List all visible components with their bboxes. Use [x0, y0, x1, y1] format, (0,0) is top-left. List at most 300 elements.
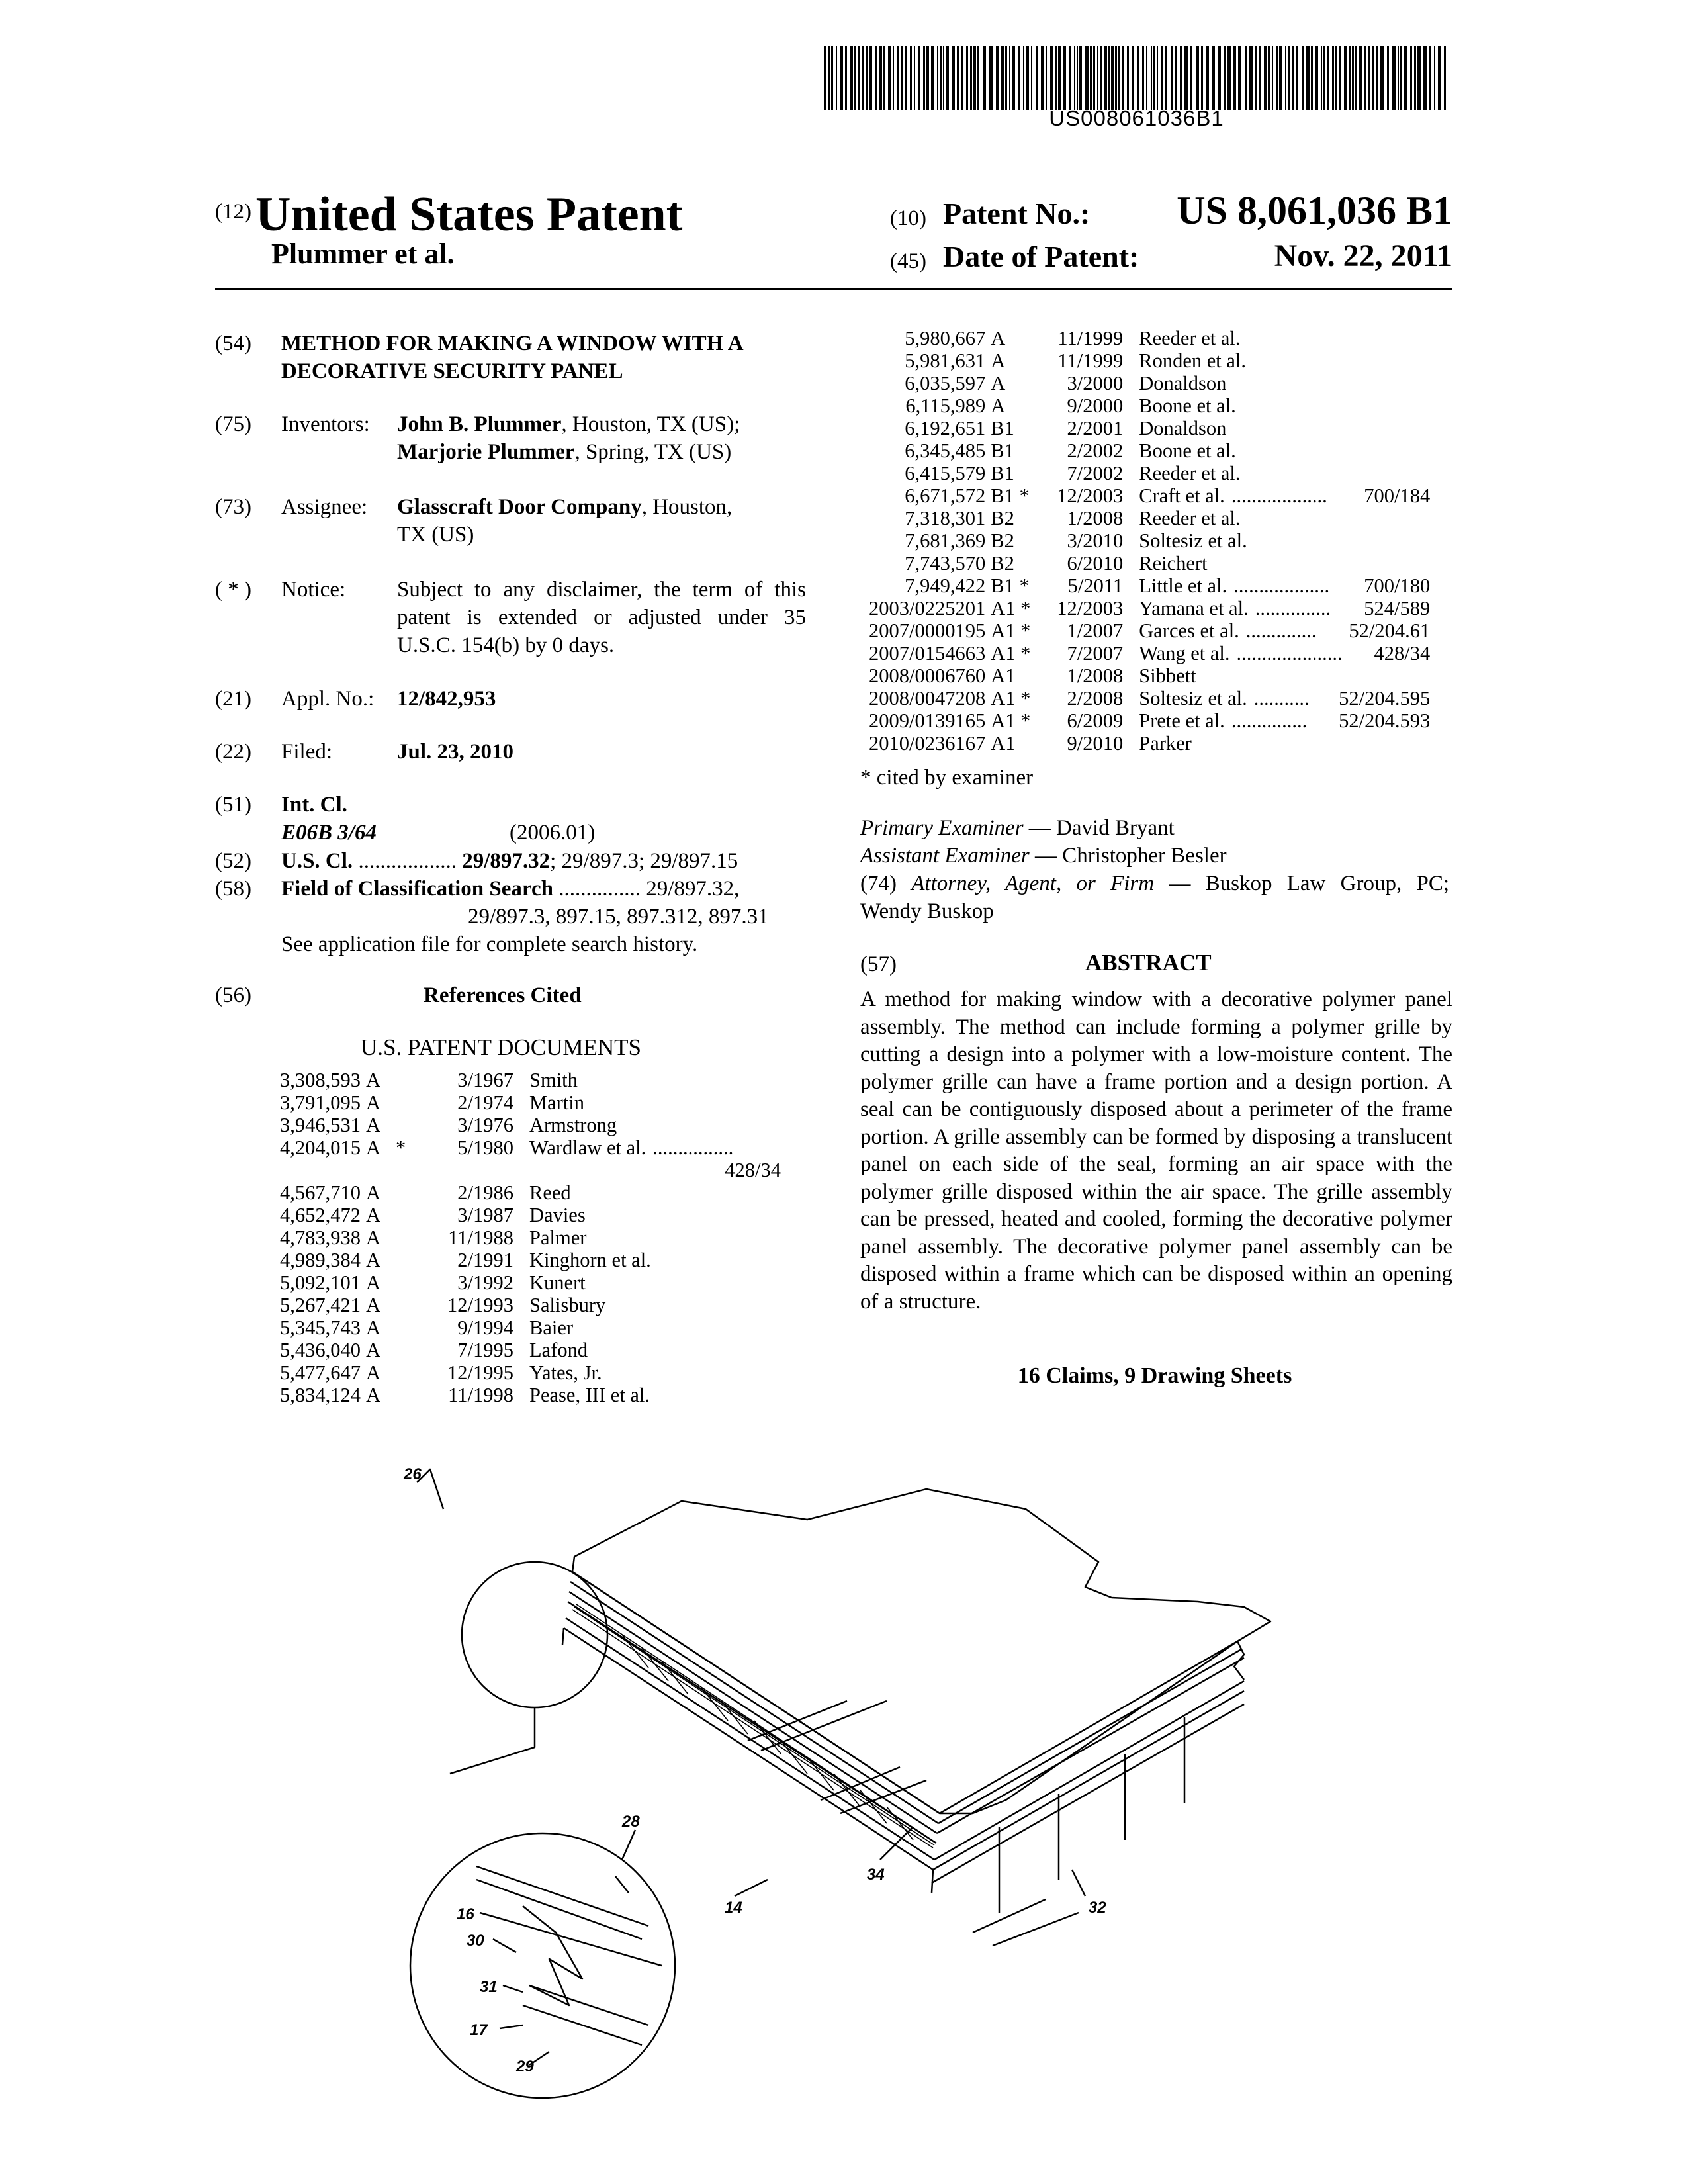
reference-inventor: Parker	[1139, 732, 1192, 754]
edge-layer	[572, 1572, 940, 1813]
reference-name	[1139, 574, 1430, 597]
barcode-bar	[1058, 46, 1061, 110]
reference-inventor: Boone et al.	[1139, 439, 1236, 462]
reference-kind: A1 *	[991, 619, 1031, 642]
us-cl-main: 29/897.32	[462, 849, 551, 873]
abstract-code: (57)	[860, 952, 897, 976]
barcode-bar	[1171, 46, 1173, 110]
inventor-location: , Spring, TX (US)	[574, 440, 732, 464]
barcode-bar	[1368, 46, 1370, 110]
reference-kind: A	[366, 1181, 381, 1204]
label-28: 28	[622, 1813, 640, 1831]
edge-layer	[568, 1602, 936, 1843]
reference-row	[869, 529, 1430, 552]
reference-inventor: Donaldson	[1139, 372, 1227, 394]
reference-row	[869, 327, 1430, 349]
reference-kind: A1 *	[991, 642, 1031, 664]
reference-inventor: Little et al.	[1139, 574, 1227, 597]
reference-inventor: Davies	[529, 1204, 586, 1226]
barcode-number: US008061036B1	[1049, 106, 1224, 130]
field-code: (54)	[215, 332, 251, 355]
barcode-bar	[977, 46, 979, 110]
reference-row	[267, 1114, 781, 1136]
barcode-bar	[1127, 46, 1129, 110]
reference-date: 12/1995	[447, 1361, 513, 1384]
assignee-name: Glasscraft Door Company	[397, 495, 642, 519]
barcode-bar	[888, 46, 891, 110]
barcode-bar	[845, 46, 847, 110]
reference-kind: A1 *	[991, 687, 1031, 709]
header-title-block	[215, 187, 877, 243]
reference-name	[1139, 732, 1430, 754]
reference-name	[529, 1204, 781, 1226]
barcode-bar	[1100, 46, 1102, 110]
reference-name	[529, 1294, 781, 1316]
reference-number: 5,981,631	[905, 349, 986, 372]
barcode-bar	[1093, 46, 1095, 110]
reference-date: 5/1980	[457, 1136, 513, 1159]
barcode-bar	[1233, 46, 1236, 110]
reference-inventor: Kinghorn et al.	[529, 1249, 651, 1271]
barcode-bar	[893, 46, 894, 110]
barcode-bar	[1268, 46, 1270, 110]
reference-number: 5,834,124	[280, 1384, 361, 1406]
reference-number: 5,092,101	[280, 1271, 361, 1294]
reference-name	[1139, 687, 1430, 709]
reference-date: 12/1993	[447, 1294, 513, 1316]
barcode-bar	[1146, 46, 1147, 110]
barcode-bar	[1031, 46, 1032, 110]
barcode-bar	[824, 46, 826, 110]
dot-leader: .....................	[1236, 642, 1343, 664]
country-code: (12)	[215, 200, 251, 224]
barcode-bar	[1352, 46, 1354, 110]
barcode-bar	[1085, 46, 1089, 110]
reference-row	[869, 552, 1430, 574]
reference-date: 1/2008	[1067, 664, 1124, 687]
reference-inventor: Kunert	[529, 1271, 586, 1294]
barcode-bar	[1423, 46, 1427, 110]
reference-star	[396, 1069, 409, 1091]
edge-layer	[933, 1691, 1244, 1870]
barcode-bar	[1079, 46, 1082, 110]
barcode-bar	[840, 46, 843, 110]
reference-row	[267, 1069, 781, 1091]
patent-drawing	[404, 1456, 1469, 2118]
barcode-bar	[1264, 46, 1267, 110]
reference-number: 5,267,421	[280, 1294, 361, 1316]
reference-inventor: Boone et al.	[1139, 394, 1236, 417]
barcode-bar	[1359, 46, 1362, 110]
doc-title: United States Patent	[255, 187, 683, 242]
barcode-bar	[1306, 46, 1310, 110]
reference-name	[529, 1316, 781, 1339]
barcode-bar	[1026, 46, 1029, 110]
barcode-bar	[1063, 46, 1066, 110]
reference-name	[1139, 619, 1430, 642]
reference-kind: B1 *	[991, 484, 1030, 507]
barcode-bar	[1292, 46, 1294, 110]
label-31: 31	[480, 1978, 498, 1996]
cited-note: * cited by examiner	[860, 766, 1034, 790]
barcode-bar	[926, 46, 929, 110]
field-code: (56)	[215, 983, 251, 1007]
reference-kind: A1 *	[991, 597, 1031, 619]
reference-kind: A	[366, 1204, 381, 1226]
reference-date: 6/2010	[1067, 552, 1124, 574]
reference-row	[869, 394, 1430, 417]
reference-date: 12/2003	[1057, 597, 1124, 619]
reference-kind: A	[366, 1114, 381, 1136]
barcode-bar	[1227, 46, 1231, 110]
barcode-bar	[1055, 46, 1057, 110]
right-edge	[1234, 1641, 1244, 1680]
barcode-bar	[1074, 46, 1075, 110]
field-code: (22)	[215, 740, 251, 764]
attorney-code: (74)	[860, 872, 912, 895]
reference-kind: A	[366, 1294, 381, 1316]
barcode-bar	[1104, 46, 1107, 110]
field-code: (75)	[215, 412, 251, 436]
int-cl-block	[281, 791, 811, 846]
edge-layer	[566, 1618, 934, 1860]
barcode-bar	[1157, 46, 1158, 110]
fcs-class-2: 29/897.3, 897.15, 897.312, 897.31	[468, 905, 769, 929]
reference-number: 4,989,384	[280, 1249, 361, 1271]
reference-name	[529, 1136, 781, 1181]
barcode-bar	[923, 46, 925, 110]
assignee-location: , Houston,	[641, 495, 733, 519]
reference-kind: B2	[991, 507, 1014, 529]
reference-row	[267, 1181, 781, 1204]
barcode-bar	[952, 46, 955, 110]
examiners-block	[860, 814, 1449, 925]
field-label: Filed:	[281, 740, 333, 764]
glare-line	[973, 1899, 1046, 1933]
reference-kind: A	[366, 1226, 381, 1249]
barcode-bar	[1175, 46, 1177, 110]
barcode-bar	[1279, 46, 1282, 110]
reference-star	[396, 1384, 409, 1406]
patent-date-row	[890, 235, 1452, 275]
barcode-bar	[905, 46, 907, 110]
patent-number: US 8,061,036 B1	[1177, 189, 1452, 232]
barcode-bar	[1335, 46, 1337, 110]
reference-kind: A1 *	[991, 709, 1031, 732]
barcode-bar	[897, 46, 899, 110]
barcode-bar	[1018, 46, 1020, 110]
field-label: Int. Cl.	[281, 793, 347, 817]
barcode-bar	[1046, 46, 1047, 110]
barcode-bar	[1069, 46, 1071, 110]
reference-row	[267, 1271, 781, 1294]
barcode-bar	[1444, 46, 1446, 110]
reference-class: 52/204.595	[1339, 687, 1431, 709]
title-line-1: METHOD FOR MAKING A WINDOW WITH A	[281, 332, 744, 355]
reference-date: 2/1986	[457, 1181, 513, 1204]
reference-kind: B2	[991, 529, 1014, 552]
us-docs-title: U.S. PATENT DOCUMENTS	[361, 1034, 641, 1060]
barcode-bar	[946, 46, 949, 110]
reference-inventor: Wang et al.	[1139, 642, 1230, 664]
notice-line: patent is extended or adjusted under 35	[397, 606, 806, 629]
reference-row	[869, 732, 1430, 754]
reference-name	[1139, 327, 1430, 349]
reference-number: 7,318,301	[905, 507, 986, 529]
field-label: Assignee:	[281, 495, 368, 519]
reference-name	[529, 1091, 781, 1114]
reference-name	[529, 1181, 781, 1204]
barcode-bar	[866, 46, 868, 110]
reference-row	[869, 507, 1430, 529]
barcode-bar	[961, 46, 963, 110]
dot-leader: ...............	[1231, 709, 1308, 732]
label-16: 16	[457, 1905, 474, 1923]
dot-leader: ................	[652, 1136, 734, 1159]
reference-row	[869, 642, 1430, 664]
barcode-bar	[1132, 46, 1134, 110]
barcode-bar	[1190, 46, 1192, 110]
right-edge	[932, 1870, 933, 1893]
barcode-bar	[1077, 46, 1078, 110]
reference-row	[267, 1316, 781, 1339]
barcode-bar	[1414, 46, 1416, 110]
dot-leader: ...............	[1255, 597, 1331, 619]
reference-star	[396, 1204, 409, 1226]
dot-leader: ..................	[358, 849, 457, 873]
reference-class: 52/204.61	[1349, 619, 1431, 642]
reference-number: 4,567,710	[280, 1181, 361, 1204]
date-label: Date of Patent:	[943, 240, 1139, 273]
barcode-bar	[1009, 46, 1010, 110]
barcode-bar	[1410, 46, 1412, 110]
date-code: (45)	[890, 250, 926, 273]
barcode-bar	[869, 46, 872, 110]
label-29: 29	[516, 2058, 534, 2075]
barcode-bar	[1259, 46, 1261, 110]
dot-leader: ...........	[1253, 687, 1310, 709]
barcode-bar	[1429, 46, 1431, 110]
reference-number: 2007/0000195	[869, 619, 986, 642]
barcode-bar	[1332, 46, 1334, 110]
reference-number: 7,949,422	[905, 574, 986, 597]
reference-name	[529, 1361, 781, 1384]
reference-date: 12/2003	[1057, 484, 1124, 507]
barcode-bar	[1364, 46, 1366, 110]
reference-number: 5,436,040	[280, 1339, 361, 1361]
reference-kind: A1	[991, 664, 1016, 687]
barcode-bar	[1137, 46, 1139, 110]
reference-inventor: Reeder et al.	[1139, 327, 1241, 349]
reference-kind: A	[366, 1136, 381, 1159]
barcode-bar	[1380, 46, 1384, 110]
barcode-bar	[1245, 46, 1247, 110]
reference-date: 2/1974	[457, 1091, 513, 1114]
reference-inventor: Pease, III et al.	[529, 1384, 650, 1406]
reference-date: 2/2001	[1067, 417, 1124, 439]
reference-name	[529, 1069, 781, 1091]
reference-name	[529, 1384, 781, 1406]
references-title: References Cited	[424, 983, 582, 1007]
inventor-name: Marjorie Plummer	[397, 440, 575, 464]
reference-kind: A	[366, 1339, 381, 1361]
barcode-bar	[1434, 46, 1435, 110]
barcode-bar	[1311, 46, 1313, 110]
barcode-bar	[1142, 46, 1144, 110]
reference-inventor: Palmer	[529, 1226, 587, 1249]
claims-summary: 16 Claims, 9 Drawing Sheets	[1017, 1363, 1292, 1388]
appl-number: 12/842,953	[397, 687, 496, 711]
reference-inventor: Reeder et al.	[1139, 507, 1241, 529]
reference-star	[396, 1181, 409, 1204]
barcode-bar	[862, 46, 864, 110]
barcode-bar	[1224, 46, 1226, 110]
edge-layer	[564, 1628, 933, 1870]
reference-number: 6,345,485	[905, 439, 986, 462]
barcode-bar	[1041, 46, 1044, 110]
reference-kind: A	[366, 1316, 381, 1339]
barcode-bar	[973, 46, 976, 110]
reference-inventor: Craft et al.	[1139, 484, 1225, 507]
barcode-bar	[1323, 46, 1325, 110]
reference-row	[869, 574, 1430, 597]
right-references-table	[869, 327, 1430, 754]
reference-row	[869, 619, 1430, 642]
reference-row	[267, 1361, 781, 1384]
reference-name	[529, 1226, 781, 1249]
reference-name	[1139, 709, 1430, 732]
reference-inventor: Soltesiz et al.	[1139, 687, 1247, 709]
label-14: 14	[725, 1899, 742, 1917]
barcode-bar	[1115, 46, 1117, 110]
reference-kind: A	[991, 394, 1006, 417]
barcode-bar	[1327, 46, 1329, 110]
reference-date: 1/2007	[1067, 619, 1124, 642]
barcode-bar	[1315, 46, 1318, 110]
magnifier-small	[462, 1562, 607, 1707]
field-label: Appl. No.:	[281, 687, 375, 711]
reference-name	[529, 1271, 781, 1294]
reference-row	[869, 439, 1430, 462]
assignee-value	[397, 493, 794, 549]
reference-number: 6,192,651	[905, 417, 986, 439]
barcode-bar	[854, 46, 856, 110]
barcode-bar	[914, 46, 915, 110]
reference-number: 2010/0236167	[869, 732, 986, 754]
reference-row	[267, 1339, 781, 1361]
barcode-bar	[1012, 46, 1015, 110]
reference-name	[1139, 349, 1430, 372]
reference-class: 700/184	[1364, 484, 1431, 507]
reference-number: 3,791,095	[280, 1091, 361, 1114]
dot-leader: ...................	[1231, 484, 1327, 507]
barcode-bar	[1387, 46, 1389, 110]
dot-leader: ..............	[1245, 619, 1317, 642]
barcode-bar	[1218, 46, 1221, 110]
field-code: (52)	[215, 849, 251, 873]
inventor-name: John B. Plummer	[397, 412, 562, 436]
reference-class: 524/589	[1364, 597, 1431, 619]
barcode-bar	[1050, 46, 1053, 110]
reference-date: 6/2009	[1067, 709, 1124, 732]
reference-date: 1/2008	[1067, 507, 1124, 529]
reference-number: 2009/0139165	[869, 709, 986, 732]
reference-inventor: Yamana et al.	[1139, 597, 1249, 619]
barcode-bar	[1355, 46, 1357, 110]
reference-row	[267, 1249, 781, 1271]
reference-date: 2/2008	[1067, 687, 1124, 709]
reference-class: 52/204.593	[1339, 709, 1431, 732]
barcode-bar	[1151, 46, 1152, 110]
barcode-bar	[1001, 46, 1004, 110]
reference-date: 7/1995	[457, 1339, 513, 1361]
barcode-bar	[858, 46, 860, 110]
label-30: 30	[467, 1932, 484, 1950]
barcode-bar	[1349, 46, 1351, 110]
barcode-bar	[831, 46, 833, 110]
reference-inventor: Ronden et al.	[1139, 349, 1247, 372]
barcode-bar	[1398, 46, 1399, 110]
reference-inventor: Garces et al.	[1139, 619, 1239, 642]
fcs-note: See application file for complete search history.	[281, 933, 698, 956]
reference-row	[267, 1294, 781, 1316]
right-edge	[562, 1628, 564, 1645]
barcode-bar	[836, 46, 837, 110]
barcode-bar	[828, 46, 830, 110]
inventor-location: , Houston, TX (US);	[561, 412, 740, 436]
reference-name	[1139, 507, 1430, 529]
filed-date: Jul. 23, 2010	[397, 740, 514, 764]
dot-leader: ...............	[558, 877, 641, 901]
reference-row	[869, 417, 1430, 439]
reference-kind: A	[366, 1361, 381, 1384]
reference-number: 4,204,015	[280, 1136, 361, 1159]
reference-date: 7/2007	[1067, 642, 1124, 664]
reference-kind: A	[366, 1249, 381, 1271]
fcs-class: 29/897.32,	[646, 877, 740, 901]
reference-date: 11/1998	[448, 1384, 513, 1406]
reference-inventor: Yates, Jr.	[529, 1361, 602, 1384]
leader-line	[450, 1707, 535, 1774]
barcode-bar	[1376, 46, 1378, 110]
barcode-bar	[1285, 46, 1286, 110]
field-label: Field of Classification Search	[281, 877, 553, 901]
barcode-bar	[1249, 46, 1253, 110]
barcode-bar	[1118, 46, 1120, 110]
reference-name	[1139, 484, 1430, 507]
reference-name	[1139, 552, 1430, 574]
reference-date: 11/1999	[1057, 327, 1124, 349]
edge-layer	[569, 1592, 937, 1833]
field-label: U.S. Cl.	[281, 849, 353, 873]
reference-inventor: Lafond	[529, 1339, 588, 1361]
barcode-bar	[879, 46, 882, 110]
reference-kind: A	[991, 327, 1006, 349]
edge-layer	[937, 1658, 1244, 1833]
magnifier-large	[410, 1833, 675, 2098]
reference-row	[267, 1226, 781, 1249]
field-code: (58)	[215, 877, 251, 901]
barcode-bar	[850, 46, 853, 110]
reference-row	[869, 709, 1430, 732]
barcode-bar	[1196, 46, 1199, 110]
reference-star	[396, 1091, 409, 1114]
reference-inventor: Reichert	[1139, 552, 1208, 574]
reference-row	[267, 1136, 781, 1181]
reference-date: 3/1987	[457, 1204, 513, 1226]
reference-date: 7/2002	[1067, 462, 1124, 484]
barcode-bar	[1206, 46, 1209, 110]
